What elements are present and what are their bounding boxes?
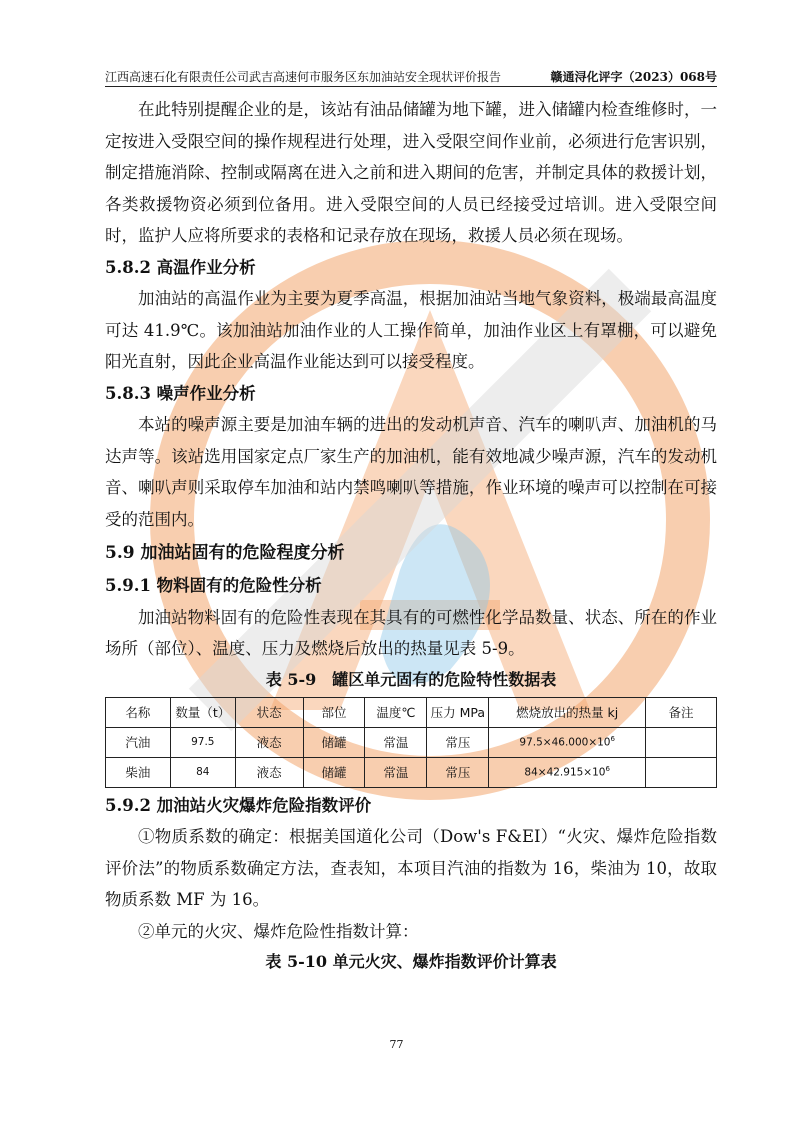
header-cell-location: 部位 [303,697,365,727]
paragraph-confined-space: 在此特别提醒企业的是，该站有油品储罐为地下罐，进入储罐内检查维修时，一定按进入受限空间的操作规程进行处理，进入受限空间作业前，必须进行危害识别，制定措施消除、控制或隔离在进入之前和进入期间的危害，并制定具体的救援计划，各类救援物资必须到位备用。进入受限空间的人员已经接受过培训。进入受限空间时，监护人应将所要求的表格和记录存放在现场，救援人员必须在现场。 [105,100,717,245]
cell-location: 储罐 [303,757,365,787]
paragraph-material-factor: ①物质系数的确定：根据美国道化公司（Dow's F&EI）“火灾、爆炸危险指数评价法”的物质系数确定方法，查表知，本项目汽油的指数为 16，柴油为 10，故取物质系数 MF 为 16。 [105,827,717,909]
header-cell-name: 名称 [106,697,171,727]
cell-state: 液态 [235,727,303,757]
cell-heat [489,727,646,757]
heading-5-8-3: 5.8.3 噪声作业分析 [105,383,256,403]
cell-pressure: 常压 [427,727,489,757]
cell-name: 柴油 [106,757,171,787]
heading-5-9: 5.9 加油站固有的危险程度分析 [105,543,345,563]
table-header-row [106,697,717,727]
cell-heat-base: 97.5×46.000×10 [519,736,611,749]
header-cell-quantity: 数量（t） [170,697,235,727]
cell-heat-base: 84×42.915×10 [524,766,606,779]
header-cell-state: 状态 [235,697,303,727]
cell-location: 储罐 [303,727,365,757]
header-cell-temperature: 温度℃ [365,697,427,727]
cell-note [646,727,717,757]
header-cell-pressure: 压力 MPa [427,697,489,727]
heading-5-8-2: 5.8.2 高温作业分析 [105,257,256,277]
page-body [105,94,717,977]
table-row [106,757,717,787]
page-number: 77 [389,1038,404,1051]
paragraph-noise: 本站的噪声源主要是加油车辆的进出的发动机声音、汽车的喇叭声、加油机的马达声等。该站选用国家定点厂家生产的加油机，能有效地减少噪声源，汽车的发动机音、喇叭声则采取停车加油和站内禁鸣喇叭等措施，作业环境的噪声可以控制在可接受的范围内。 [105,415,717,529]
cell-temperature: 常温 [365,757,427,787]
paragraph-material-hazard: 加油站物料固有的危险性表现在其具有的可燃性化学品数量、状态、所在的作业场所（部位）、温度、压力及燃烧后放出的热量见表 5-9。 [105,607,717,658]
page-header [105,66,717,87]
cell-heat-exponent: 6 [610,735,615,744]
paragraph-high-temperature: 加油站的高温作业为主要为夏季高温，根据加油站当地气象资料，极端最高温度可达 41.9℃。该加油站加油作业的人工操作简单，加油作业区上有罩棚，可以避免阳光直射，因此企业高温作业能达到可以接受程度。 [105,289,717,371]
cell-quantity: 84 [170,757,235,787]
header-report-title: 江西高速石化有限责任公司武吉高速何市服务区东加油站安全现状评价报告 [105,70,502,84]
cell-quantity: 97.5 [170,727,235,757]
cell-heat [489,757,646,787]
table-5-9-caption: 表 5-9 罐区单元固有的危险特性数据表 [265,669,557,689]
table-5-9 [105,697,717,788]
header-report-number: 赣通浔化评字（2023）068号 [550,70,717,84]
header-cell-heat: 燃烧放出的热量 kj [489,697,646,727]
cell-heat-exponent: 6 [605,765,610,774]
header-cell-note: 备注 [646,697,717,727]
heading-5-9-2: 5.9.2 加油站火灾爆炸危险指数评价 [105,795,372,815]
table-row [106,727,717,757]
cell-pressure: 常压 [427,757,489,787]
paragraph-index-calculation: ②单元的火灾、爆炸危险性指数计算： [138,921,419,941]
cell-note [646,757,717,787]
cell-name: 汽油 [106,727,171,757]
heading-5-9-1: 5.9.1 物料固有的危险性分析 [105,576,322,595]
cell-state: 液态 [235,757,303,787]
table-5-10-caption: 表 5-10 单元火灾、爆炸指数评价计算表 [265,952,557,971]
cell-temperature: 常温 [365,727,427,757]
